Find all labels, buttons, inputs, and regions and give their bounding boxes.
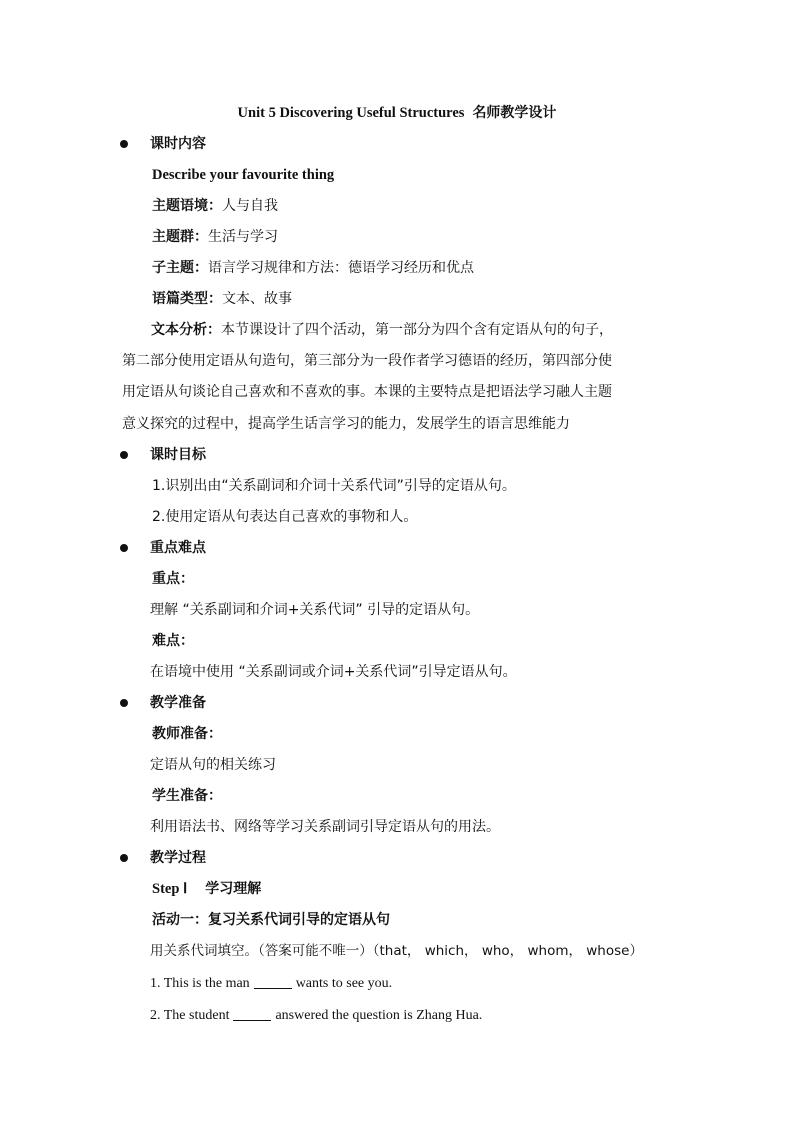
- theme-context-label: 主题语境：: [152, 198, 222, 214]
- theme-group-label: 主题群：: [152, 229, 208, 245]
- bullet-icon: [120, 544, 128, 552]
- theme-group: [152, 227, 278, 247]
- section-heading-prep: 教学准备: [150, 695, 206, 711]
- lesson-topic: Describe your favourite thing: [152, 167, 335, 183]
- objective-1: 1.识别出由“关系副词和介词十关系代词”引导的定语从句。: [152, 478, 516, 494]
- section-heading-keypoints: 重点难点: [150, 540, 206, 556]
- genre: [152, 289, 292, 309]
- sub-theme: [152, 258, 474, 278]
- section-heading-content: 课时内容: [150, 136, 206, 152]
- theme-group-value: 生活与学习: [208, 229, 278, 245]
- title-chinese: 名师教学设计: [472, 105, 557, 121]
- teacher-prep-text: 定语从句的相关练习: [150, 757, 276, 773]
- genre-value: 文本、故事: [222, 291, 292, 307]
- sub-theme-label: 子主题：: [152, 260, 208, 276]
- question-1-part-b: wants to see you.: [295, 976, 393, 991]
- bullet-icon: [120, 699, 128, 707]
- analysis-line-2: 第二部分使用定语从句造句，第三部分为一段作者学习德语的经历，第四部分使: [122, 353, 612, 370]
- bullet-icon: [120, 854, 128, 862]
- theme-context: [152, 196, 278, 216]
- analysis-line-1: 本节课设计了四个活动，第一部分为四个含有定语从句的句子，: [221, 322, 613, 338]
- text-analysis-paragraph: [122, 315, 677, 440]
- step-title: 学习理解: [205, 881, 262, 897]
- question-2-part-b: answered the question is Zhang Hua.: [275, 1008, 483, 1023]
- document-title: [0, 102, 794, 122]
- answer-blank-2: [233, 1006, 271, 1021]
- sub-theme-value: 语言学习规律和方法：德语学习经历和优点: [208, 260, 474, 276]
- section-heading-objectives: 课时目标: [150, 447, 206, 463]
- key-point-text: 理解 “关系副词和介词+关系代词” 引导的定语从句。: [150, 602, 480, 618]
- student-prep-text: 利用语法书、网络等学习关系副词引导定语从句的用法。: [150, 819, 500, 835]
- step-label: Step Ⅰ: [152, 881, 188, 897]
- question-2: [150, 1006, 482, 1026]
- title-english: Unit 5 Discovering Useful Structures: [237, 105, 465, 121]
- analysis-label: 文本分析：: [151, 322, 221, 338]
- genre-label: 语篇类型：: [152, 291, 222, 307]
- question-1: [150, 974, 392, 994]
- answer-blank-1: [254, 974, 292, 989]
- question-1-part-a: 1. This is the man: [150, 976, 250, 991]
- bullet-icon: [120, 451, 128, 459]
- analysis-line-3: 用定语从句谈论自己喜欢和不喜欢的事。本课的主要特点是把语法学习融人主题: [122, 384, 612, 401]
- activity-1-heading: 活动一：复习关系代词引导的定语从句: [152, 912, 390, 928]
- difficulty-text: 在语境中使用 “关系副词或介词+关系代词”引导定语从句。: [150, 664, 517, 680]
- bullet-icon: [120, 140, 128, 148]
- section-heading-process: 教学过程: [150, 850, 206, 866]
- student-prep-label: 学生准备：: [152, 788, 222, 804]
- difficulty-label: 难点：: [152, 633, 194, 649]
- teacher-prep-label: 教师准备：: [152, 726, 222, 742]
- analysis-line-4: 意义探究的过程中，提高学生话言学习的能力，发展学生的语言思维能力: [122, 415, 570, 432]
- step-heading: [152, 879, 261, 899]
- objective-2: 2.使用定语从句表达自己喜欢的事物和人。: [152, 509, 418, 525]
- exercise-instruction: 用关系代词填空。（答案可能不唯一）（that， which， who， whom， whose）: [150, 943, 643, 959]
- key-point-label: 重点：: [152, 571, 194, 587]
- question-2-part-a: 2. The student: [150, 1008, 230, 1023]
- theme-context-value: 人与自我: [222, 198, 278, 214]
